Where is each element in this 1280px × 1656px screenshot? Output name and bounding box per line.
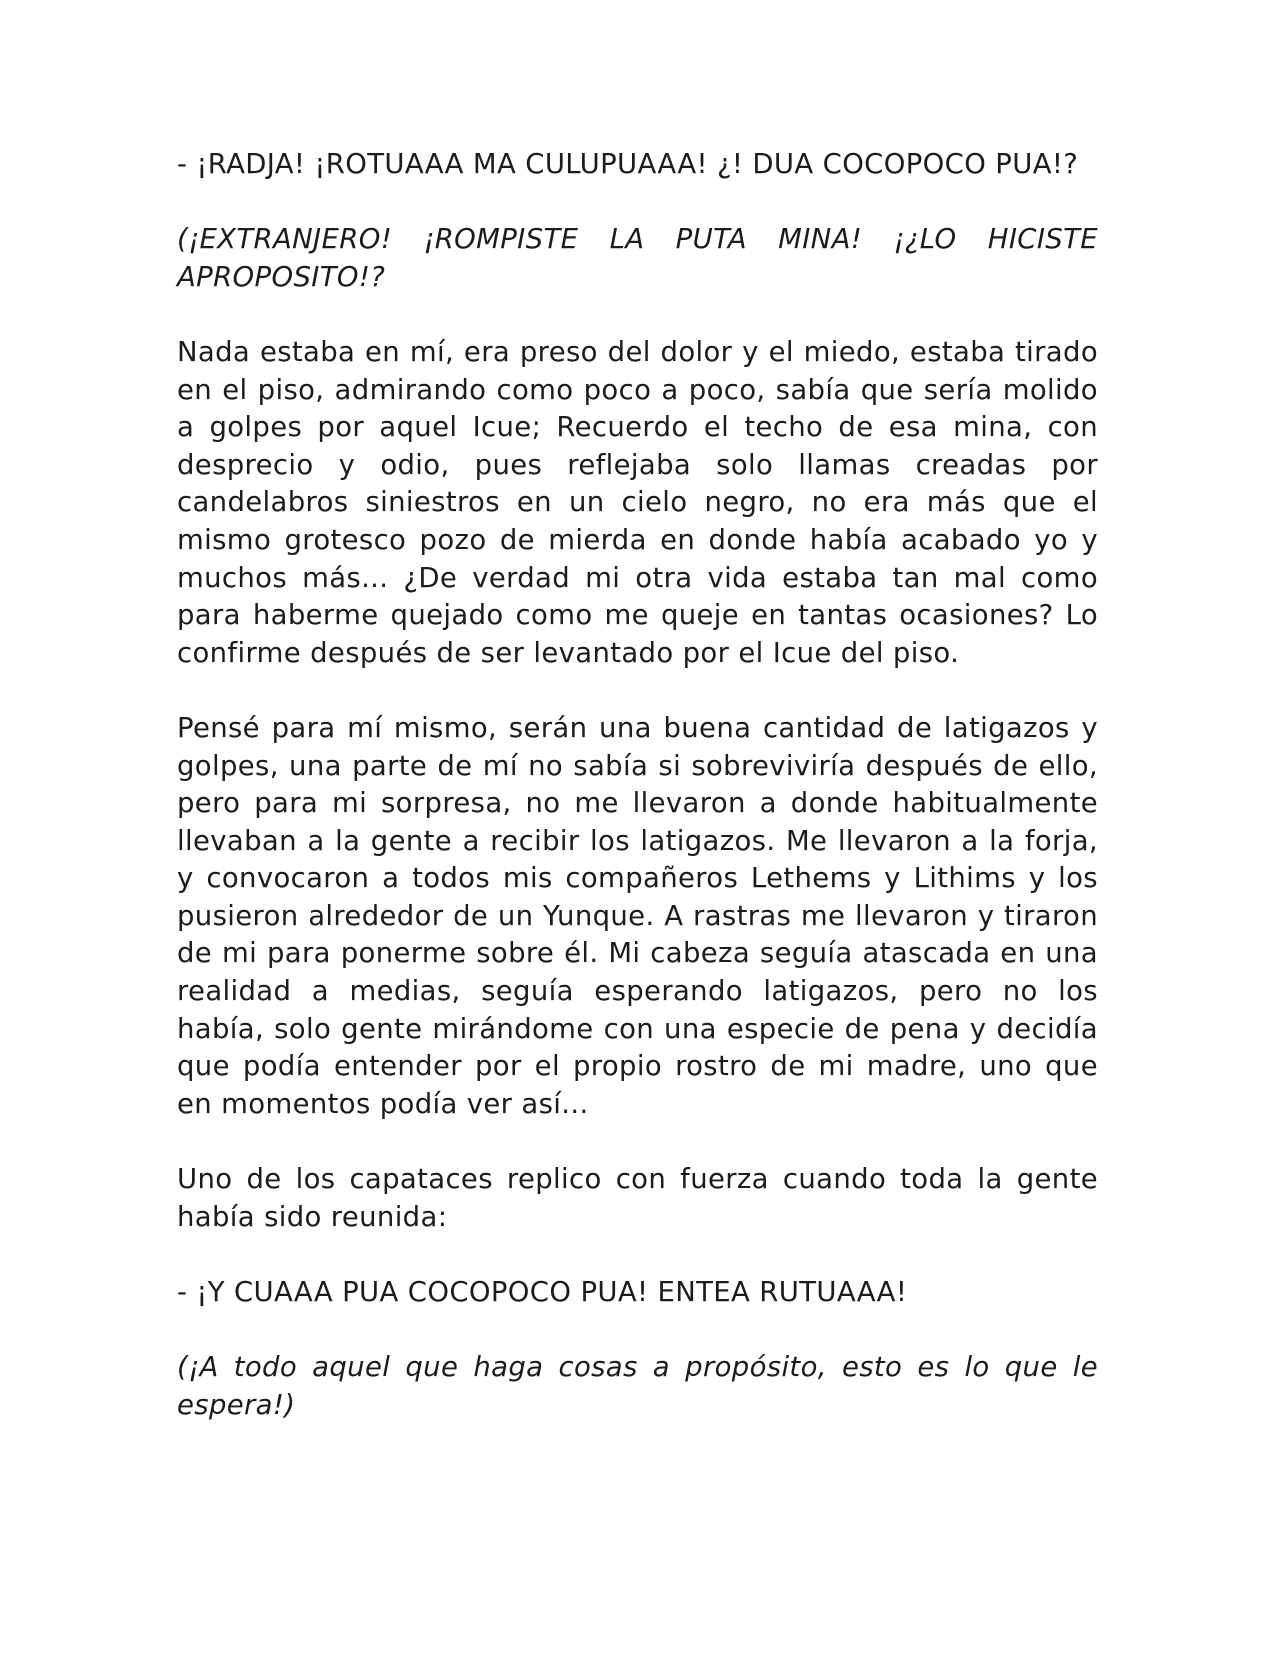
document-page bbox=[177, 146, 1098, 1424]
narrative-paragraph-mina: Nada estaba en mí, era preso del dolor y el miedo, estaba tirado en el piso, admirando como poco a poco, sabía que sería molido a golpes por aquel Icue; Recuerdo el techo de esa mina, con desprecio y odio, pues reflejaba solo llamas creadas por candelabros siniestros en un cielo negro, no era más que el mismo grotesco pozo de mierda en donde había acabado yo y muchos más... ¿De verdad mi otra vida estaba tan mal como para haberme quejado como me queje en tantas ocasiones? Lo confirme después de ser levantado por el Icue del piso. bbox=[177, 335, 1098, 669]
translation-line-proposito: (¡A todo aquel que haga cosas a propósito, esto es lo que le espera!) bbox=[177, 1351, 1098, 1421]
narrative-paragraph-capataces: Uno de los capataces replico con fuerza cuando toda la gente había sido reunida: bbox=[177, 1163, 1098, 1233]
narrative-paragraph-forja: Pensé para mí mismo, serán una buena cantidad de latigazos y golpes, una parte de mí no sabía si sobreviviría después de ello, pero para mi sorpresa, no me llevaron a donde habitualmente llevaban a la gente a recibir los latigazos. Me llevaron a la forja, y convocaron a todos mis compañeros Lethems y Lithims y los pusieron alrededor de un Yunque. A rastras me llevaron y tiraron de mi para ponerme sobre él. Mi cabeza seguía atascada en una realidad a medias, seguía esperando latigazos, pero no los había, solo gente mirándome con una especie de pena y decidía que podía entender por el propio rostro de mi madre, uno que en momentos podía ver así... bbox=[177, 711, 1098, 1120]
dialogue-line-cuaaa: - ¡Y CUAAA PUA COCOPOCO PUA! ENTEA RUTUAAA! bbox=[177, 1275, 908, 1308]
dialogue-line-radja: - ¡RADJA! ¡ROTUAAA MA CULUPUAAA! ¿! DUA COCOPOCO PUA!? bbox=[177, 148, 1079, 180]
translation-line-extranjero: (¡EXTRANJERO! ¡ROMPISTE LA PUTA MINA! ¡¿LO HICISTE APROPOSITO!? bbox=[177, 223, 1098, 293]
